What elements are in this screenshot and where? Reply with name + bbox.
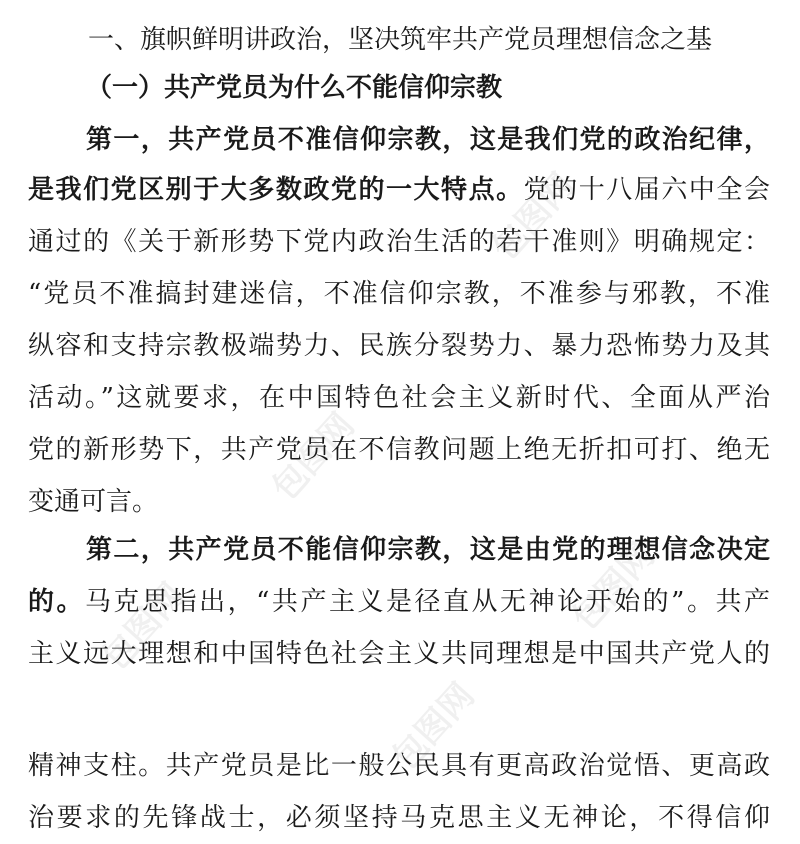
watermark: 包图网 [94,575,193,679]
paragraph-1-line-1 [86,114,770,166]
paragraph-2-bold-lead: 第二，共产党员不能信仰宗教，这是由党的理想信念决定 [86,535,770,565]
paragraph-1-line-3: 通过的《关于新形势下党内政治生活的若干准则》明确规定： [28,227,770,257]
paragraph-2-text: 马克思指出，“共产主义是径直从无神论开始的”。共产 [85,587,770,617]
watermark: 包图网 [484,165,583,269]
paragraph-1-line-5: 纵容和支持宗教极端势力、民族分裂势力、暴力恐怖势力及其 [28,331,770,361]
paragraph-1-line-7: 党的新形势下，共产党员在不信教问题上绝无折扣可打、绝无 [28,435,770,465]
watermark: 包图网 [264,405,363,509]
paragraph-2-bold-lead-end: 的。 [28,587,86,617]
watermark: 包图网 [564,535,663,639]
paragraph-1-text: 党的十八届六中全会 [523,175,770,205]
paragraph-1-line-4: “党员不准搞封建迷信，不准信仰宗教，不准参与邪教，不准 [28,279,770,309]
paragraph-2-line-5: 治要求的先锋战士，必须坚持马克思主义无神论，不得信仰 [28,803,770,833]
paragraph-1-bold-lead: 第一，共产党员不准信仰宗教，这是我们党的政治纪律， [86,125,770,155]
paragraph-1-line-8: 变通可言。 [28,487,159,517]
paragraph-2-line-4: 精神支柱。共产党员是比一般公民具有更高政治觉悟、更高政 [28,751,770,781]
paragraph-1-line-2 [28,164,770,216]
paragraph-1-line-6: 活动。”这就要求，在中国特色社会主义新时代、全面从严治 [28,383,770,413]
paragraph-2-line-1 [86,524,770,576]
section-heading: 一、旗帜鲜明讲政治，坚决筑牢共产党员理想信念之基 [88,25,713,55]
paragraph-1-bold-lead-end: 是我们党区别于大多数政党的一大特点。 [28,175,524,205]
subsection-heading: （一）共产党员为什么不能信仰宗教 [86,73,503,103]
watermark: 包图网 [384,675,483,779]
paragraph-2-line-2 [28,576,770,628]
paragraph-2-line-3: 主义远大理想和中国特色社会主义共同理想是中国共产党人的 [28,639,770,669]
